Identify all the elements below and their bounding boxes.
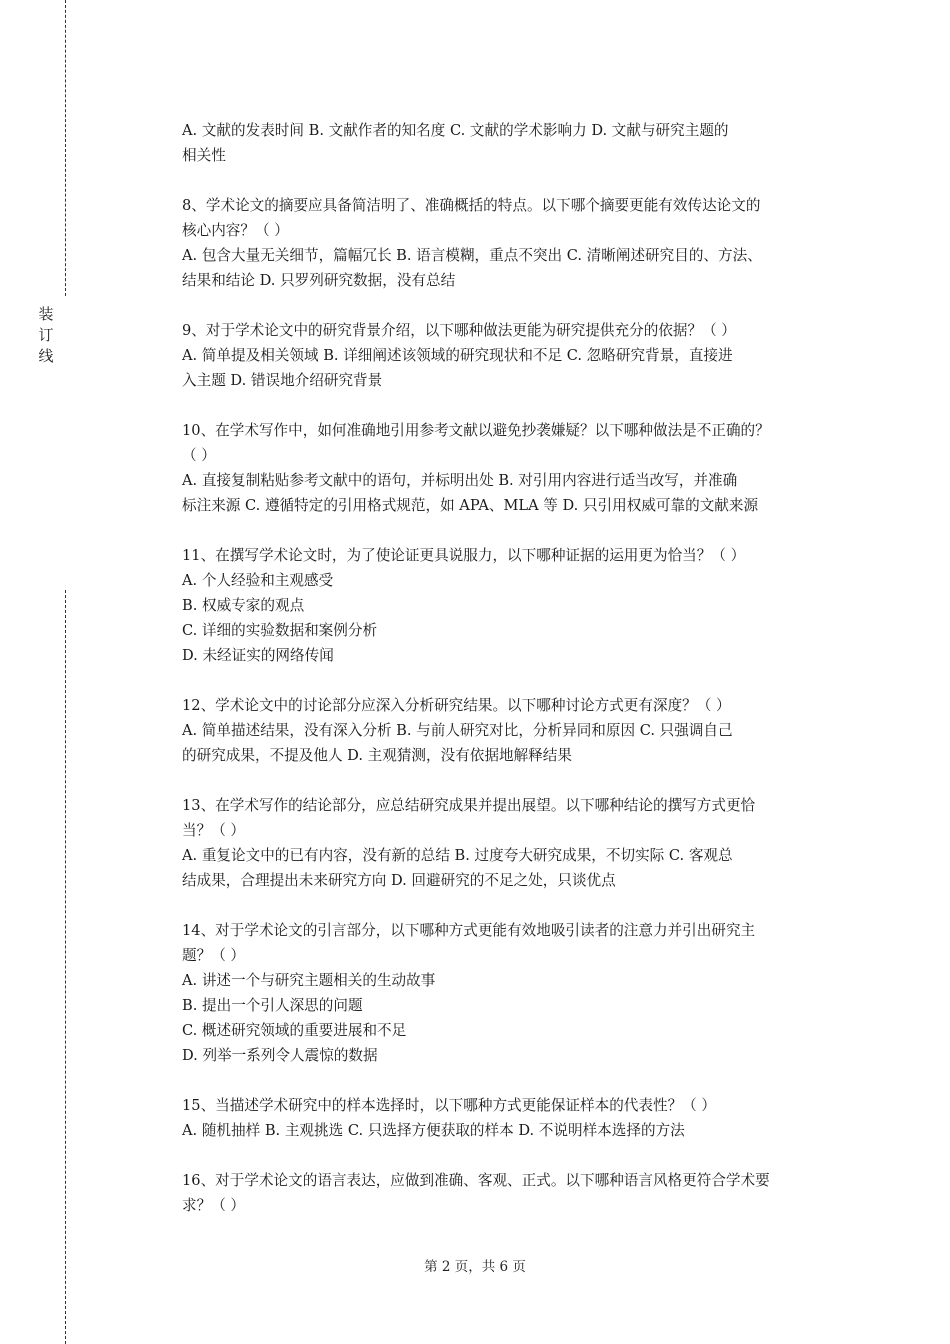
question-block xyxy=(182,1093,854,1143)
question-block xyxy=(182,118,854,168)
question-block xyxy=(182,318,854,393)
text-line: A. 随机抽样 B. 主观挑选 C. 只选择方便获取的样本 D. 不说明样本选择的方法 xyxy=(182,1122,685,1139)
text-line: （ ） xyxy=(182,447,216,464)
text-line: 9、对于学术论文中的研究背景介绍，以下哪种做法更能为研究提供充分的依据？（ ） xyxy=(182,322,736,339)
text-line: C. 详细的实验数据和案例分析 xyxy=(182,622,378,639)
text-line: A. 讲述一个与研究主题相关的生动故事 xyxy=(182,972,436,989)
binding-line-top xyxy=(65,0,66,296)
text-line: 8、学术论文的摘要应具备简洁明了、准确概括的特点。以下哪个摘要更能有效传达论文的 xyxy=(182,197,761,214)
text-line: C. 概述研究领域的重要进展和不足 xyxy=(182,1022,407,1039)
text-line: A. 文献的发表时间 B. 文献作者的知名度 C. 文献的学术影响力 D. 文献与研究主题的 xyxy=(182,122,729,139)
text-line: A. 个人经验和主观感受 xyxy=(182,572,334,589)
page-footer: 第 2 页，共 6 页 xyxy=(424,1259,526,1275)
question-block xyxy=(182,793,854,893)
text-line: D. 未经证实的网络传闻 xyxy=(182,647,334,664)
binding-label-char: 线 xyxy=(38,347,54,365)
text-line: D. 列举一系列令人震惊的数据 xyxy=(182,1047,378,1064)
text-line: 结成果，合理提出未来研究方向 D. 回避研究的不足之处，只谈优点 xyxy=(182,872,616,889)
text-line: 标注来源 C. 遵循特定的引用格式规范，如 APA、MLA 等 D. 只引用权威可靠的文献来源 xyxy=(182,497,759,514)
text-line: 14、对于学术论文的引言部分，以下哪种方式更能有效地吸引读者的注意力并引出研究主 xyxy=(182,922,756,939)
text-line: A. 直接复制粘贴参考文献中的语句，并标明出处 B. 对引用内容进行适当改写，并准确 xyxy=(182,472,738,489)
text-line: 相关性 xyxy=(182,147,226,164)
question-content xyxy=(182,118,854,1243)
text-line: 11、在撰写学术论文时，为了使论证更具说服力，以下哪种证据的运用更为恰当？（ ） xyxy=(182,547,746,564)
text-line: 12、学术论文中的讨论部分应深入分析研究结果。以下哪种讨论方式更有深度？（ ） xyxy=(182,697,731,714)
binding-label-char: 装 xyxy=(38,305,54,323)
text-line: A. 简单提及相关领域 B. 详细阐述该领域的研究现状和不足 C. 忽略研究背景，直接进 xyxy=(182,347,733,364)
text-line: B. 提出一个引人深思的问题 xyxy=(182,997,363,1014)
binding-line-bottom xyxy=(65,590,66,1344)
text-line: 结果和结论 D. 只罗列研究数据，没有总结 xyxy=(182,272,456,289)
text-line: 当？（ ） xyxy=(182,822,246,839)
question-block xyxy=(182,193,854,293)
binding-label xyxy=(36,304,56,367)
question-block xyxy=(182,1168,854,1218)
text-line: A. 包含大量无关细节，篇幅冗长 B. 语言模糊，重点不突出 C. 清晰阐述研究目的、方法、 xyxy=(182,247,762,264)
question-block xyxy=(182,693,854,768)
text-line: 的研究成果，不提及他人 D. 主观猜测，没有依据地解释结果 xyxy=(182,747,572,764)
text-line: B. 权威专家的观点 xyxy=(182,597,305,614)
text-line: 入主题 D. 错误地介绍研究背景 xyxy=(182,372,383,389)
text-line: 求？（ ） xyxy=(182,1197,246,1214)
text-line: 15、当描述学术研究中的样本选择时，以下哪种方式更能保证样本的代表性？（ ） xyxy=(182,1097,716,1114)
text-line: A. 简单描述结果，没有深入分析 B. 与前人研究对比，分析异同和原因 C. 只强调自己 xyxy=(182,722,733,739)
text-line: 题？（ ） xyxy=(182,947,246,964)
text-line: 16、对于学术论文的语言表达，应做到准确、客观、正式。以下哪种语言风格更符合学术要 xyxy=(182,1172,770,1189)
text-line: 13、在学术写作的结论部分，应总结研究成果并提出展望。以下哪种结论的撰写方式更恰 xyxy=(182,797,756,814)
question-block xyxy=(182,918,854,1068)
text-line: 10、在学术写作中，如何准确地引用参考文献以避免抄袭嫌疑？以下哪种做法是不正确的？ xyxy=(182,422,770,439)
binding-label-char: 订 xyxy=(38,326,54,344)
question-block xyxy=(182,418,854,518)
text-line: 核心内容？（ ） xyxy=(182,222,289,239)
question-block xyxy=(182,543,854,668)
text-line: A. 重复论文中的已有内容，没有新的总结 B. 过度夸大研究成果，不切实际 C. 客观总 xyxy=(182,847,733,864)
